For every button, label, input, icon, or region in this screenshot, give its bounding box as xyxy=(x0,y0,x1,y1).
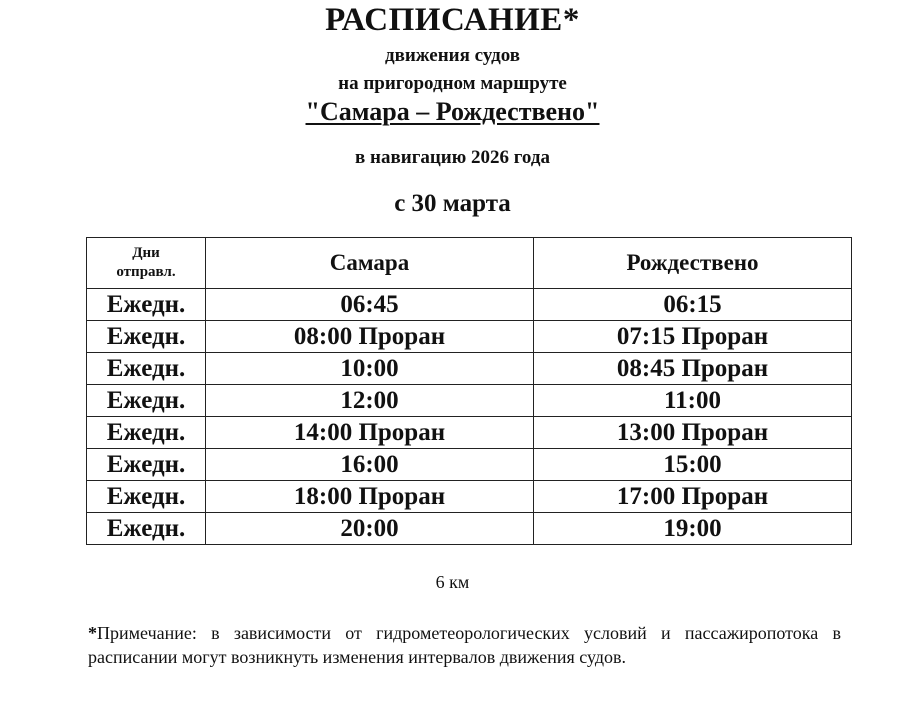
page-title: РАСПИСАНИЕ* xyxy=(325,2,580,38)
cell-departure-samara: 08:00 Проран xyxy=(206,321,534,353)
table-row xyxy=(87,289,852,321)
navigation-season: в навигацию 2026 года xyxy=(355,147,550,168)
table-row xyxy=(87,513,852,545)
cell-days: Ежедн. xyxy=(87,321,206,353)
subtitle-line-1: движения судов xyxy=(384,45,521,66)
cell-departure-rozhdestveno: 11:00 xyxy=(534,385,852,417)
cell-departure-samara: 14:00 Проран xyxy=(206,417,534,449)
cell-departure-rozhdestveno: 07:15 Проран xyxy=(534,321,852,353)
table-row xyxy=(87,321,852,353)
header-samara: Самара xyxy=(206,238,534,289)
subtitle-line-2: на пригородном маршруте xyxy=(338,73,567,94)
table-row xyxy=(87,353,852,385)
header-days xyxy=(87,238,206,289)
route-name-container xyxy=(0,97,905,127)
table-row xyxy=(87,481,852,513)
footnote-asterisk: * xyxy=(88,623,97,643)
footnote xyxy=(88,621,841,669)
cell-departure-samara: 10:00 xyxy=(206,353,534,385)
table-row xyxy=(87,449,852,481)
cell-departure-samara: 06:45 xyxy=(206,289,534,321)
schedule-header-row xyxy=(87,238,852,289)
table-row xyxy=(87,417,852,449)
cell-departure-rozhdestveno: 08:45 Проран xyxy=(534,353,852,385)
cell-departure-rozhdestveno: 13:00 Проран xyxy=(534,417,852,449)
cell-departure-samara: 18:00 Проран xyxy=(206,481,534,513)
cell-departure-rozhdestveno: 06:15 xyxy=(534,289,852,321)
start-date: с 30 марта xyxy=(394,190,511,217)
cell-days: Ежедн. xyxy=(87,449,206,481)
cell-days: Ежедн. xyxy=(87,385,206,417)
header-rozhdestveno: Рождествено xyxy=(534,238,852,289)
table-row xyxy=(87,385,852,417)
cell-days: Ежедн. xyxy=(87,353,206,385)
cell-departure-rozhdestveno: 15:00 xyxy=(534,449,852,481)
cell-departure-samara: 16:00 xyxy=(206,449,534,481)
cell-days: Ежедн. xyxy=(87,289,206,321)
cell-days: Ежедн. xyxy=(87,513,206,545)
route-distance: 6 км xyxy=(435,572,470,592)
route-name: "Самара – Рождествено" xyxy=(305,97,600,126)
header-days-label: Дни отправл. xyxy=(116,245,176,280)
cell-departure-samara: 20:00 xyxy=(206,513,534,545)
cell-departure-rozhdestveno: 17:00 Проран xyxy=(534,481,852,513)
cell-days: Ежедн. xyxy=(87,481,206,513)
cell-days: Ежедн. xyxy=(87,417,206,449)
schedule-table xyxy=(86,237,852,545)
cell-departure-rozhdestveno: 19:00 xyxy=(534,513,852,545)
cell-departure-samara: 12:00 xyxy=(206,385,534,417)
footnote-text: Примечание: в зависимости от гидрометеорологических условий и пассажиропотока в расписании могут возникнуть изменения интервалов движения судов. xyxy=(88,623,841,667)
